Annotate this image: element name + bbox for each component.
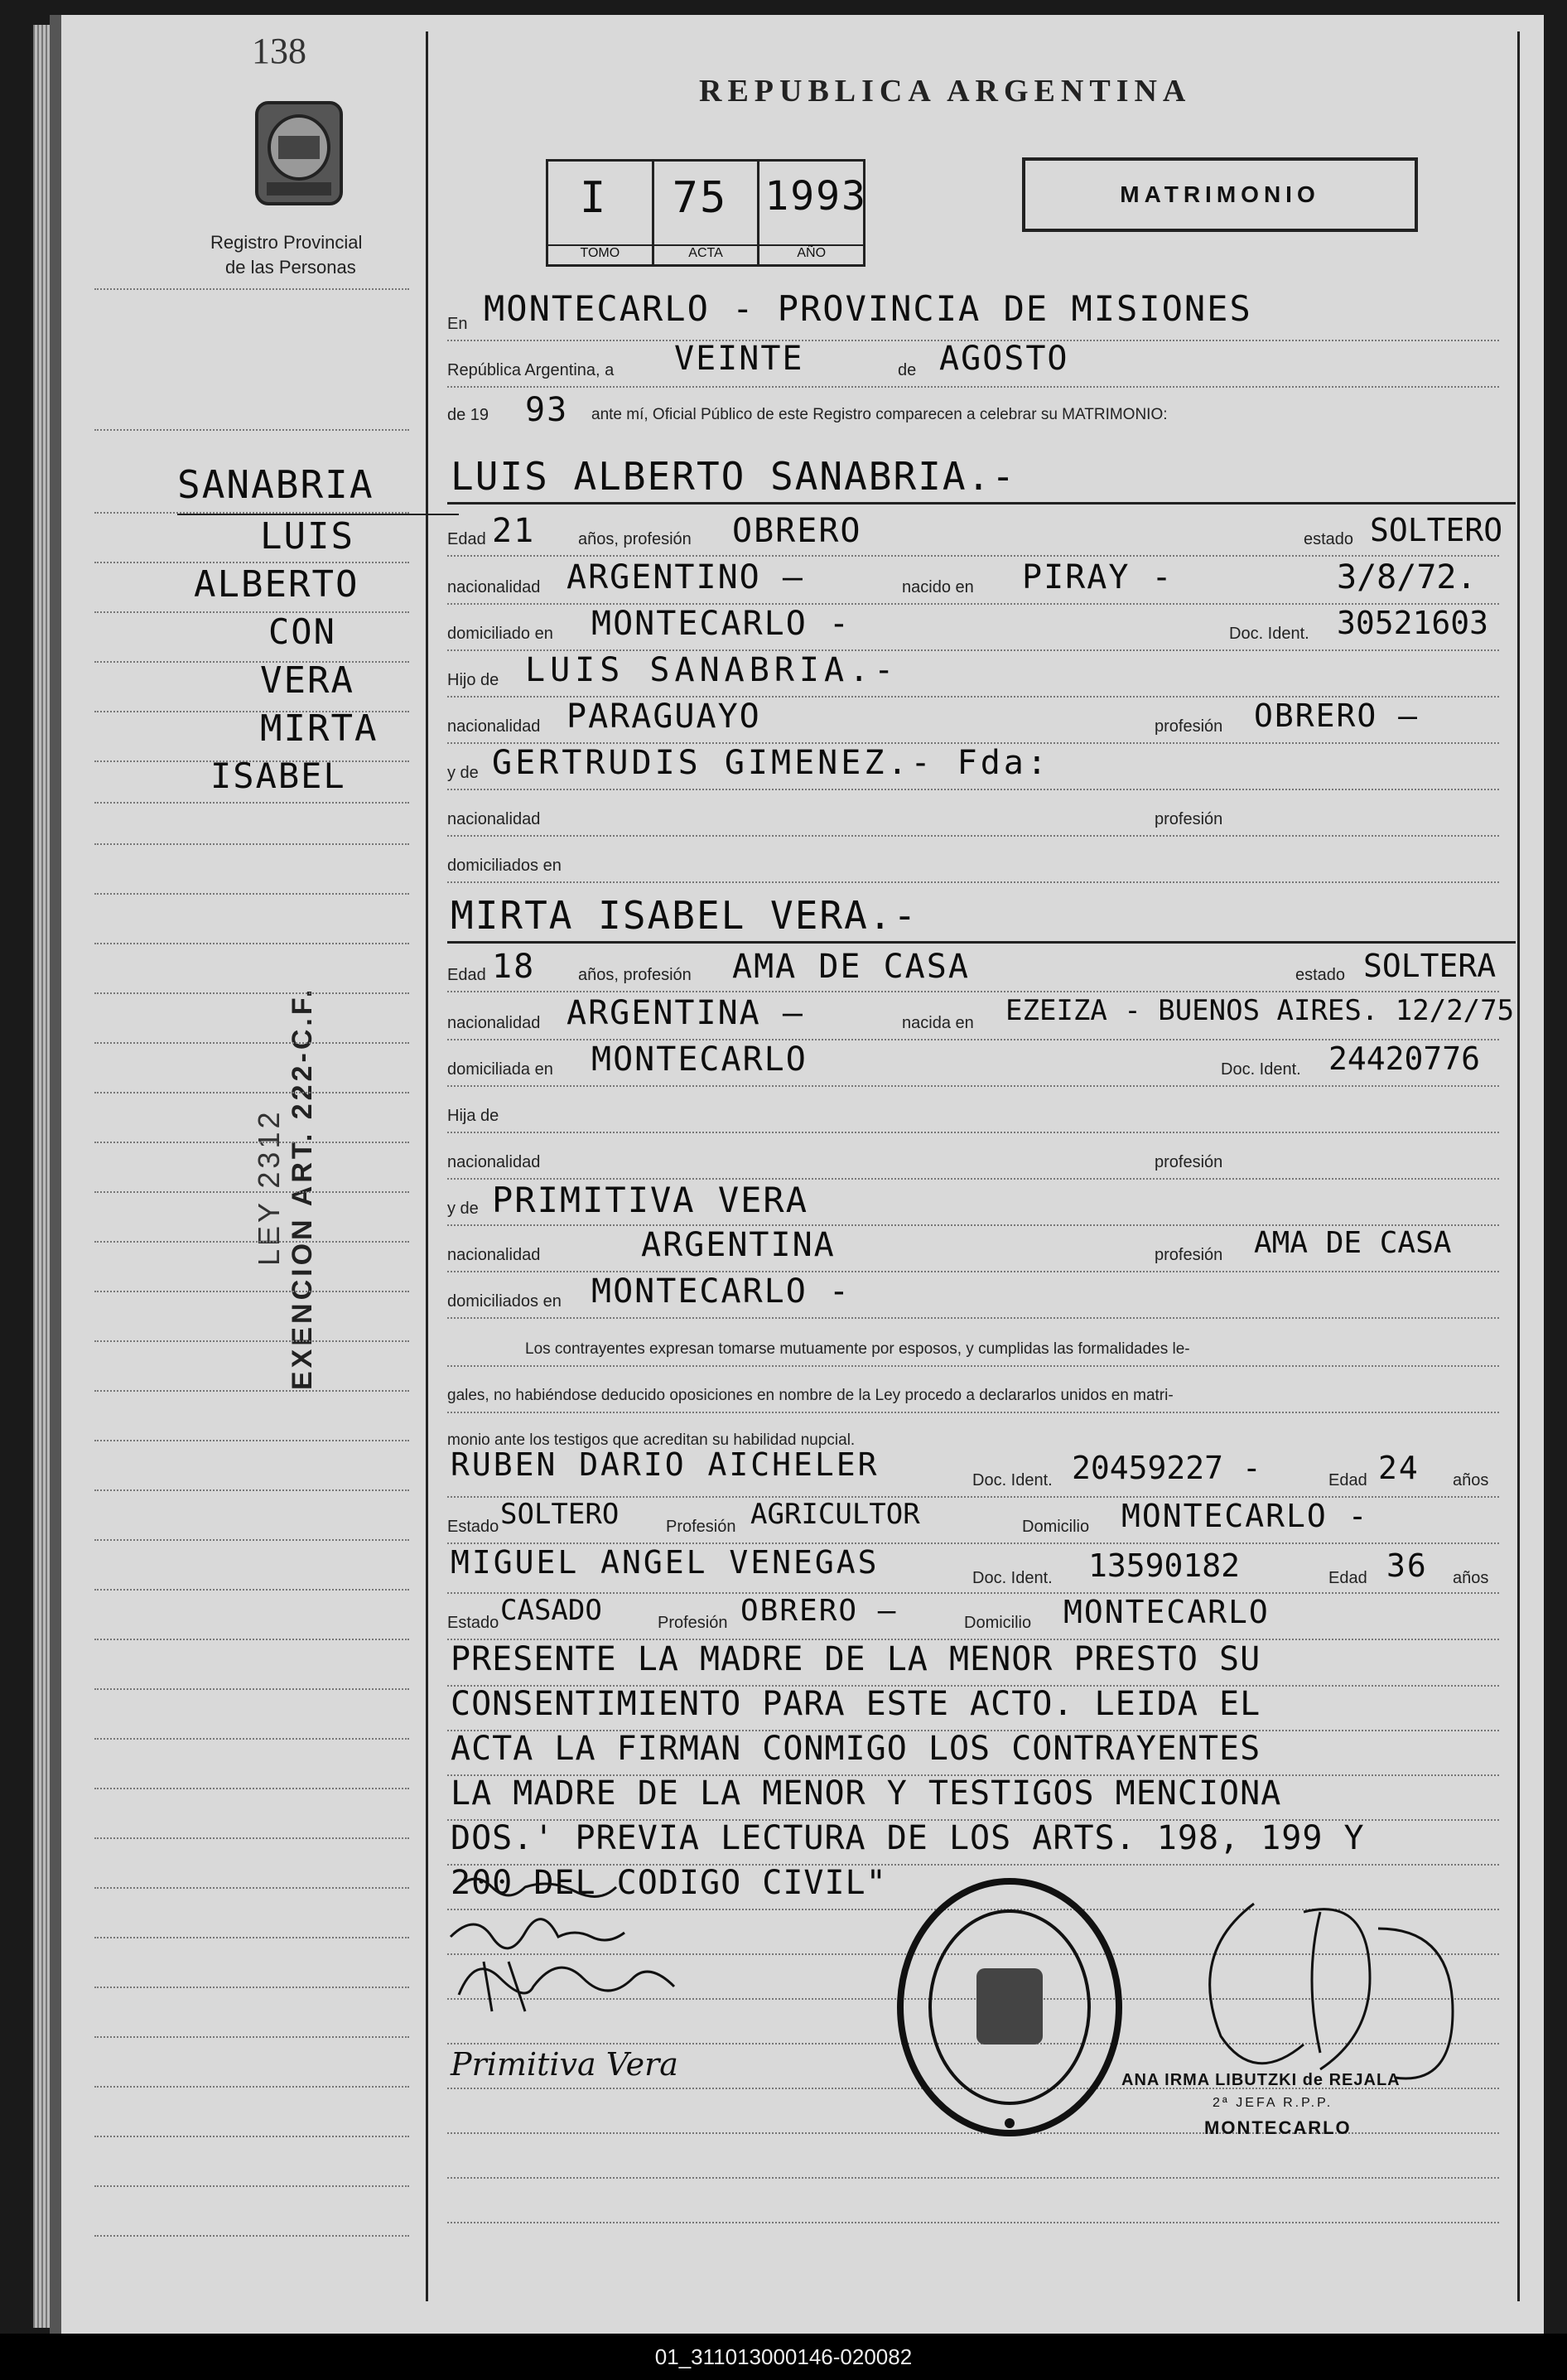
tomo-cell [548, 162, 654, 264]
intro-closing: ante mí, Oficial Público de este Registro comparecen a celebrar su MATRIMONIO: [591, 406, 1168, 423]
groom-name: LUIS ALBERTO SANABRIA.- [451, 454, 1016, 499]
bride-dom-label: domiciliada en [447, 1060, 553, 1079]
witness2-doc: 13590182 [1088, 1547, 1241, 1584]
witness2-estado: CASADO [500, 1594, 602, 1627]
officer-location: MONTECARLO [1204, 2117, 1352, 2138]
law-number: LEY 2312 [252, 1108, 286, 1266]
en-label: En [447, 315, 468, 333]
law-article: EXENCION ART. 222-C.F. [287, 986, 318, 1390]
book-page-edges [33, 25, 50, 2328]
margin-note: ISABEL [210, 756, 346, 796]
groom-hijo-label: Hijo de [447, 671, 499, 689]
page-number: 138 [252, 31, 306, 71]
groom-father-prof-label: profesión [1155, 717, 1223, 736]
officer-title: 2ª JEFA R.P.P. [1213, 2096, 1333, 2110]
groom-doc-label: Doc. Ident. [1229, 625, 1309, 643]
country-title: REPUBLICA ARGENTINA [699, 74, 1192, 109]
bride-estado-label: estado [1295, 966, 1346, 984]
groom-estado: SOLTERO [1370, 512, 1503, 548]
groom-mother-prof-label: profesión [1155, 810, 1223, 828]
bride-parents-dom-label: domiciliados en [447, 1292, 562, 1311]
month-value: AGOSTO [939, 340, 1069, 378]
witness2-prof-label: Profesión [658, 1614, 728, 1632]
tomo-label: TOMO [548, 244, 652, 261]
groom-father-nac: PARAGUAYO [567, 698, 761, 736]
signature-primitiva: Primitiva Vera [451, 2046, 678, 2083]
note-line-5: DOS.' PREVIA LECTURA DE LOS ARTS. 198, 199 Y [451, 1819, 1365, 1857]
note-line-6: 200 DEL CODIGO CIVIL" [451, 1864, 887, 1902]
groom-birth-date: 3/8/72. [1337, 558, 1477, 596]
margin-note: MIRTA [260, 707, 378, 750]
groom-mother-name: GERTRUDIS GIMENEZ.- Fda: [492, 744, 1050, 782]
witness1-anos: años [1453, 1471, 1489, 1489]
note-line-1: PRESENTE LA MADRE DE LA MENOR PRESTO SU [451, 1640, 1261, 1678]
witness1-doc-label: Doc. Ident. [972, 1471, 1053, 1489]
groom-mother-nac-label: nacionalidad [447, 810, 541, 828]
groom-domicilio: MONTECARLO - [591, 605, 851, 643]
groom-father-name: LUIS SANABRIA.- [525, 651, 899, 689]
bride-nacida-en: EZEIZA - BUENOS AIRES. 12/2/75 [1005, 994, 1515, 1027]
bride-edad-label: Edad [447, 966, 486, 984]
bride-mother-name: PRIMITIVA VERA [492, 1180, 809, 1220]
officer-name: ANA IRMA LIBUTZKI de REJALA [1121, 2071, 1401, 2089]
acta-cell [654, 162, 760, 264]
bride-parents-dom: MONTECARLO - [591, 1272, 851, 1311]
note-line-4: LA MADRE DE LA MENOR Y TESTIGOS MENCIONA [451, 1774, 1282, 1813]
margin-note: ALBERTO [194, 563, 359, 606]
groom-estado-label: estado [1304, 530, 1354, 548]
witness1-estado-label: Estado [447, 1518, 499, 1536]
witness1-prof-label: Profesión [666, 1518, 736, 1536]
witness1-prof: AGRICULTOR [750, 1498, 920, 1531]
seal-caption-line-2: de las Personas [225, 257, 356, 278]
bride-mother-prof-label: profesión [1155, 1246, 1223, 1264]
officer-signature [1155, 1879, 1502, 2094]
margin-note: LUIS [260, 515, 354, 558]
declaration-line-3: monio ante los testigos que acreditan su habilidad nupcial. [447, 1431, 856, 1449]
witness1-dom-label: Domicilio [1022, 1518, 1090, 1536]
left-margin-rules [61, 15, 426, 2334]
witness1-estado: SOLTERO [500, 1498, 620, 1531]
witness2-anos: años [1453, 1569, 1489, 1587]
bride-hija-label: Hija de [447, 1107, 499, 1125]
witness2-estado-label: Estado [447, 1614, 499, 1632]
bride-estado: SOLTERA [1363, 948, 1497, 984]
groom-edad: 21 [492, 512, 536, 550]
bride-domicilio: MONTECARLO [591, 1040, 808, 1079]
witness2-name: MIGUEL ANGEL VENEGAS [451, 1544, 880, 1581]
year-prefix: de 19 [447, 406, 489, 424]
witness2-edad-label: Edad [1328, 1569, 1367, 1587]
groom-nacionalidad: ARGENTINO — [567, 558, 804, 596]
bride-doc: 24420776 [1328, 1040, 1481, 1077]
margin-note: VERA [260, 659, 354, 702]
republica-label: República Argentina, a [447, 361, 615, 379]
bride-yde-label: y de [447, 1200, 479, 1218]
groom-nacido-label: nacido en [902, 578, 974, 596]
witness1-name: RUBEN DARIO AICHELER [451, 1446, 880, 1483]
image-caption: 01_311013000146-020082 [654, 2344, 913, 2369]
note-line-2: CONSENTIMIENTO PARA ESTE ACTO. LEIDA EL [451, 1685, 1261, 1723]
ano-cell [759, 162, 867, 264]
day-value: VEINTE [674, 340, 804, 378]
groom-doc: 30521603 [1337, 605, 1489, 641]
bride-profesion: AMA DE CASA [732, 948, 970, 986]
groom-yde-label: y de [447, 764, 479, 782]
en-value: MONTECARLO - PROVINCIA DE MISIONES [484, 288, 1252, 329]
record-box [546, 159, 865, 267]
witness1-edad: 24 [1378, 1450, 1420, 1486]
bride-mother-nac-label: nacionalidad [447, 1246, 541, 1264]
bride-nacionalidad: ARGENTINA — [567, 994, 804, 1032]
groom-parents-dom-label: domiciliados en [447, 857, 562, 875]
document-page [50, 15, 1544, 2334]
bride-doc-label: Doc. Ident. [1221, 1060, 1301, 1079]
document-type: MATRIMONIO [1120, 181, 1320, 207]
year-value: 93 [525, 391, 569, 429]
groom-edad-label: Edad [447, 530, 486, 548]
groom-nacido-en: PIRAY - [1022, 558, 1174, 596]
witness1-doc: 20459227 - [1072, 1450, 1261, 1486]
declaration-line-1: Los contrayentes expresan tomarse mutuamente por esposos, y cumplidas las formalidades le- [525, 1340, 1190, 1358]
witness2-dom-label: Domicilio [964, 1614, 1032, 1632]
ano-value: 1993 [764, 173, 867, 220]
witness1-edad-label: Edad [1328, 1471, 1367, 1489]
witness2-dom: MONTECARLO [1063, 1594, 1270, 1630]
bride-father-prof-label: profesión [1155, 1153, 1223, 1171]
groom-dom-label: domiciliado en [447, 625, 553, 643]
margin-note: SANABRIA [177, 462, 459, 515]
witness2-edad: 36 [1386, 1547, 1428, 1584]
seal-caption-line-1: Registro Provincial [210, 232, 363, 253]
image-caption-bar [0, 2334, 1567, 2380]
document-type-box [1022, 157, 1418, 232]
margin-divider [426, 31, 428, 2301]
witness2-prof: OBRERO — [740, 1594, 898, 1628]
groom-prof-label: años, profesión [578, 530, 692, 548]
note-line-3: ACTA LA FIRMAN CONMIGO LOS CONTRAYENTES [451, 1730, 1261, 1768]
bride-mother-prof: AMA DE CASA [1254, 1226, 1452, 1260]
groom-father-prof: OBRERO — [1254, 698, 1420, 734]
bride-father-nac-label: nacionalidad [447, 1153, 541, 1171]
witness2-doc-label: Doc. Ident. [972, 1569, 1053, 1587]
bride-nacida-label: nacida en [902, 1014, 974, 1032]
right-border [1517, 31, 1520, 2301]
bride-mother-nac: ARGENTINA [641, 1226, 836, 1264]
margin-note: CON [268, 611, 336, 652]
bride-nac-label: nacionalidad [447, 1014, 541, 1032]
bride-prof-label: años, profesión [578, 966, 692, 984]
witness1-dom: MONTECARLO - [1121, 1498, 1369, 1534]
groom-profesion: OBRERO [732, 512, 862, 550]
bride-name: MIRTA ISABEL VERA.- [451, 893, 919, 938]
de-label: de [898, 361, 917, 379]
groom-father-nac-label: nacionalidad [447, 717, 541, 736]
declaration-line-2: gales, no habiéndose deducido oposiciones en nombre de la Ley procedo a declararlos unidos en matri- [447, 1387, 1174, 1404]
tomo-value: I [580, 173, 608, 223]
bride-edad: 18 [492, 948, 536, 986]
acta-value: 75 [672, 173, 728, 223]
groom-nac-label: nacionalidad [447, 578, 541, 596]
ano-label: AÑO [759, 244, 863, 261]
registry-round-stamp-icon [890, 1871, 1130, 2144]
acta-label: ACTA [654, 244, 758, 261]
